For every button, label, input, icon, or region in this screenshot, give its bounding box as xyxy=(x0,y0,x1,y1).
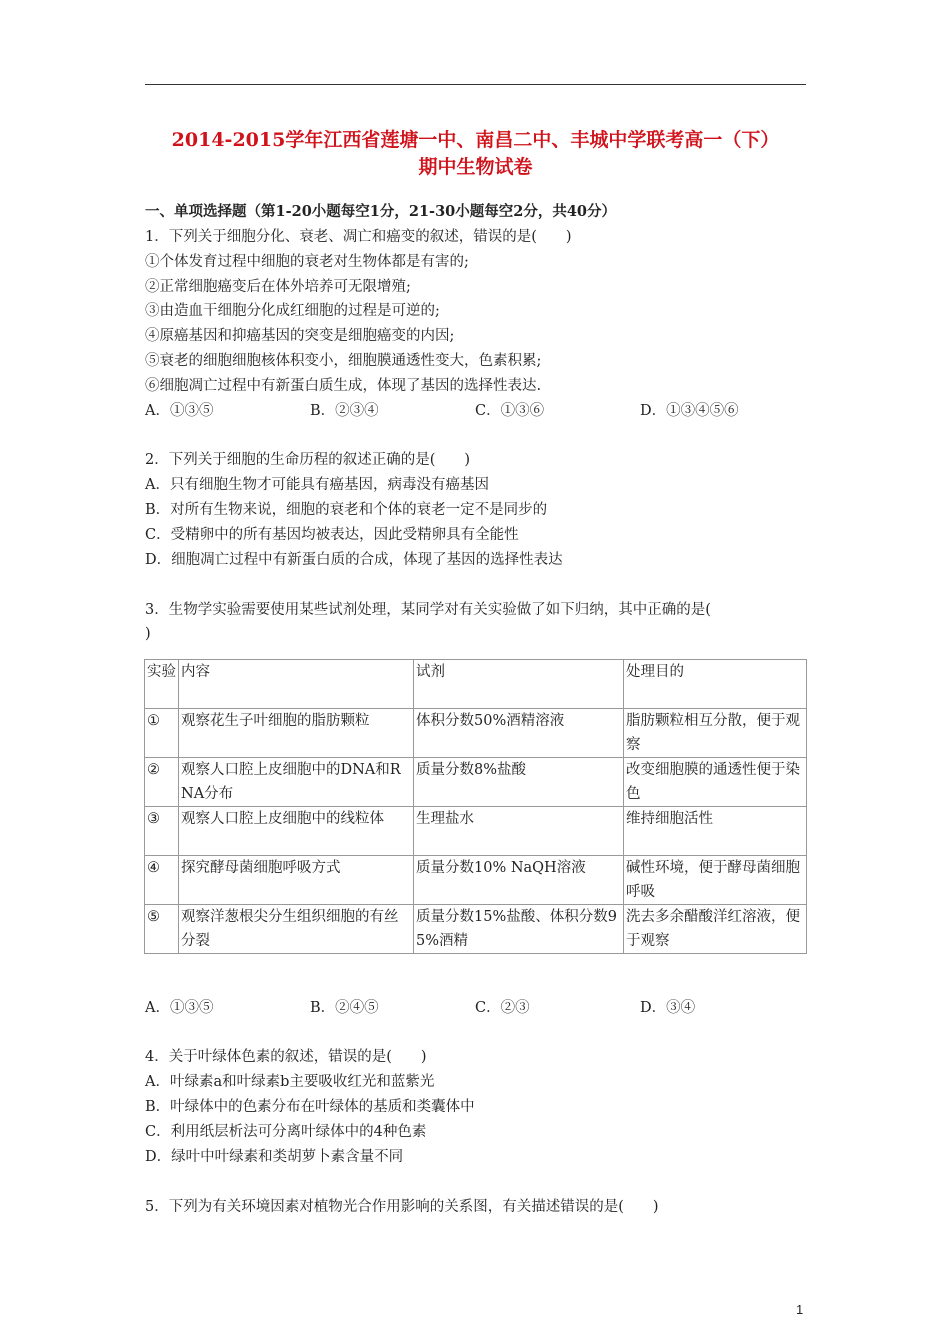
q3-stem: 3．生物学实验需要使用某些试剂处理，某同学对有关实验做了如下归纳，其中正确的是( xyxy=(145,602,711,618)
q3-option-a: A．①③⑤ xyxy=(145,1000,214,1016)
q3-option-d: D．③④ xyxy=(640,1000,696,1016)
q2-option-d: D．细胞凋亡过程中有新蛋白质的合成，体现了基因的选择性表达 xyxy=(145,552,563,568)
table-row xyxy=(145,905,807,954)
experiment-table xyxy=(144,659,807,954)
table-cell: 脂肪颗粒相互分散，便于观察 xyxy=(624,709,807,758)
table-cell: 改变细胞膜的通透性便于染色 xyxy=(624,758,807,807)
table-row xyxy=(145,807,807,856)
table-cell: 质量分数8%盐酸 xyxy=(414,758,624,807)
page-number: 1 xyxy=(796,1302,804,1317)
section-heading: 一、单项选择题（第1-20小题每空1分，21-30小题每空2分，共40分） xyxy=(145,203,617,220)
table-cell: ② xyxy=(145,758,179,807)
q3-stem-continued: ) xyxy=(145,626,151,642)
q1-item: ②正常细胞癌变后在体外培养可无限增殖; xyxy=(145,279,411,295)
q5-stem: 5．下列为有关环境因素对植物光合作用影响的关系图，有关描述错误的是( ) xyxy=(145,1199,659,1215)
q2-option-a: A．只有细胞生物才可能具有癌基因，病毒没有癌基因 xyxy=(145,477,489,493)
q2-stem: 2．下列关于细胞的生命历程的叙述正确的是( ) xyxy=(145,452,471,468)
table-row xyxy=(145,758,807,807)
exam-title-line2: 期中生物试卷 xyxy=(418,156,533,178)
q2-option-b: B．对所有生物来说，细胞的衰老和个体的衰老一定不是同步的 xyxy=(145,502,548,518)
table-cell: 洗去多余醋酸洋红溶液，便于观察 xyxy=(624,905,807,954)
header-cell: 试剂 xyxy=(414,660,624,709)
q1-item: ⑥细胞凋亡过程中有新蛋白质生成，体现了基因的选择性表达. xyxy=(145,378,542,394)
q1-item: ③由造血干细胞分化成红细胞的过程是可逆的; xyxy=(145,303,440,319)
q2-option-c: C．受精卵中的所有基因均被表达，因此受精卵具有全能性 xyxy=(145,527,519,543)
table-cell: 质量分数10% NaQH溶液 xyxy=(414,856,624,905)
q1-stem: 1．下列关于细胞分化、衰老、凋亡和癌变的叙述，错误的是( ) xyxy=(145,229,572,245)
header-cell: 内容 xyxy=(179,660,414,709)
q1-item: ①个体发育过程中细胞的衰老对生物体都是有害的; xyxy=(145,254,469,270)
table-cell: 体积分数50%酒精溶液 xyxy=(414,709,624,758)
q1-item: ④原癌基因和抑癌基因的突变是细胞癌变的内因; xyxy=(145,328,455,344)
table-cell: 质量分数15%盐酸、体积分数95%酒精 xyxy=(414,905,624,954)
q4-option-d: D．绿叶中叶绿素和类胡萝卜素含量不同 xyxy=(145,1149,404,1165)
table-row xyxy=(145,709,807,758)
exam-title-line1: 2014-2015学年江西省莲塘一中、南昌二中、丰城中学联考高一（下） xyxy=(171,129,780,151)
q4-option-c: C．利用纸层析法可分离叶绿体中的4种色素 xyxy=(145,1124,427,1140)
q4-stem: 4．关于叶绿体色素的叙述，错误的是( ) xyxy=(145,1049,427,1065)
table-cell: ⑤ xyxy=(145,905,179,954)
table-header-row xyxy=(145,660,807,709)
table-cell: 碱性环境，便于酵母菌细胞呼吸 xyxy=(624,856,807,905)
q3-option-b: B．②④⑤ xyxy=(310,1000,379,1016)
q3-option-c: C．②③ xyxy=(475,1000,530,1016)
table-cell: 探究酵母菌细胞呼吸方式 xyxy=(179,856,414,905)
q1-option-a: A．①③⑤ xyxy=(145,403,214,419)
q4-option-a: A．叶绿素a和叶绿素b主要吸收红光和蓝紫光 xyxy=(145,1074,435,1090)
table-cell: 观察人口腔上皮细胞中的线粒体 xyxy=(179,807,414,856)
table-cell: 观察洋葱根尖分生组织细胞的有丝分裂 xyxy=(179,905,414,954)
table-cell: 观察人口腔上皮细胞中的DNA和RNA分布 xyxy=(179,758,414,807)
q1-option-b: B．②③④ xyxy=(310,403,379,419)
header-cell: 实验 xyxy=(145,660,179,709)
table-cell: ③ xyxy=(145,807,179,856)
q1-option-d: D．①③④⑤⑥ xyxy=(640,403,739,419)
table-cell: ① xyxy=(145,709,179,758)
q4-option-b: B．叶绿体中的色素分布在叶绿体的基质和类囊体中 xyxy=(145,1099,475,1115)
table-cell: 维持细胞活性 xyxy=(624,807,807,856)
table-cell: ④ xyxy=(145,856,179,905)
q1-item: ⑤衰老的细胞细胞核体积变小，细胞膜通透性变大，色素积累; xyxy=(145,353,542,369)
table-row xyxy=(145,856,807,905)
table-cell: 观察花生子叶细胞的脂肪颗粒 xyxy=(179,709,414,758)
table-cell: 生理盐水 xyxy=(414,807,624,856)
header-cell: 处理目的 xyxy=(624,660,807,709)
q1-option-c: C．①③⑥ xyxy=(475,403,545,419)
header-rule xyxy=(145,84,806,85)
